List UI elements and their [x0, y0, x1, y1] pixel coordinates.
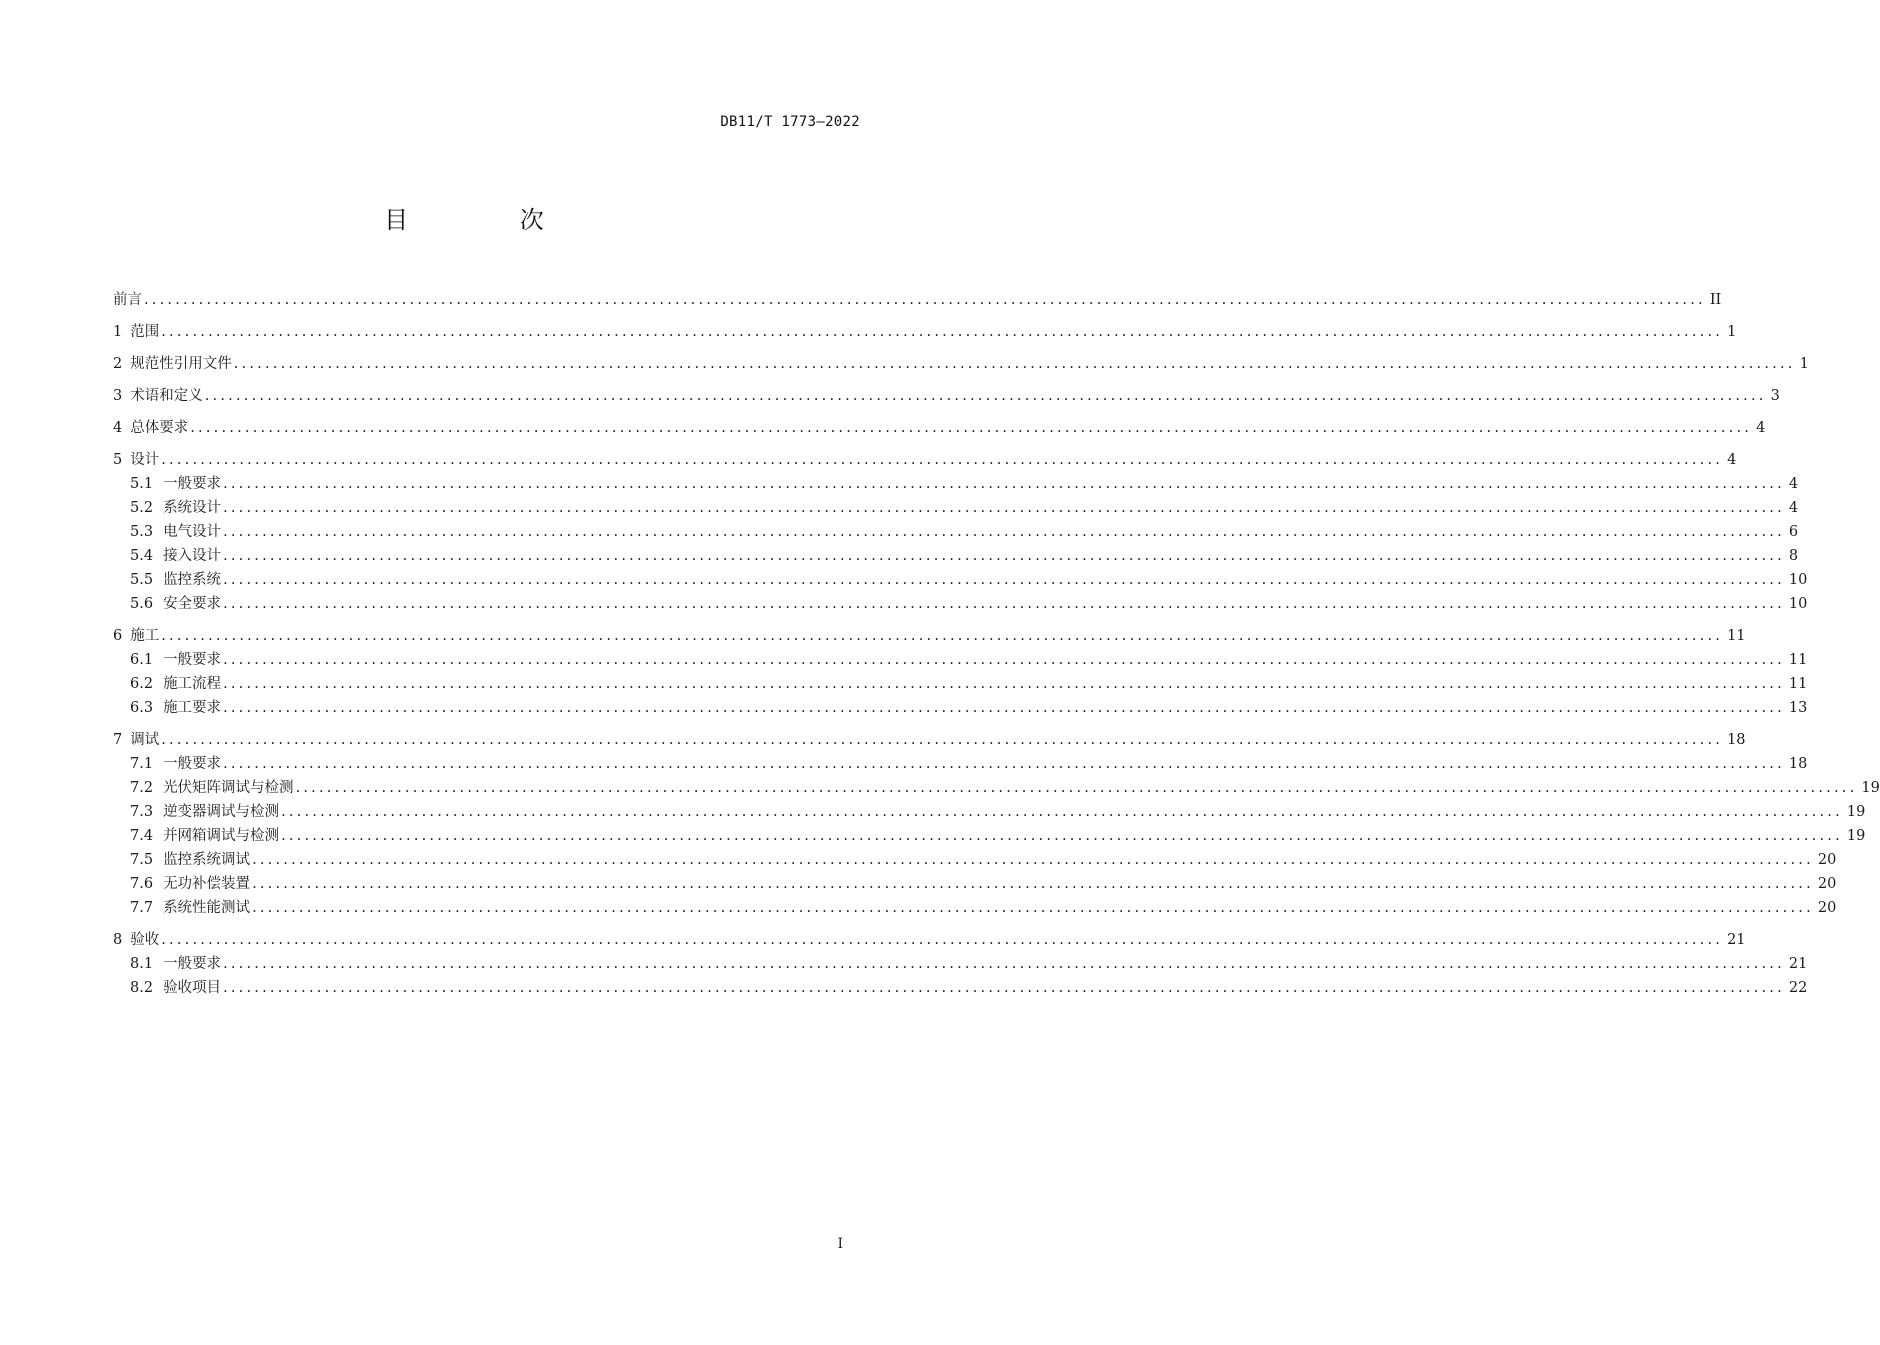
dot-leader: ........................................................................................................................................................................................................	[281, 828, 1843, 844]
dot-leader: ........................................................................................................................................................................................................	[223, 700, 1785, 716]
toc-entry-number: 8	[113, 932, 123, 948]
dot-leader: ........................................................................................................................................................................................................	[204, 388, 1767, 404]
toc-entry-title: 验收	[130, 932, 160, 948]
toc-entry[interactable]	[113, 472, 1799, 496]
dot-leader: ........................................................................................................................................................................................................	[223, 956, 1785, 972]
toc-entry-label	[130, 544, 221, 568]
toc-entry-label	[113, 416, 188, 440]
toc-entry-label	[130, 776, 294, 800]
dot-leader: ........................................................................................................................................................................................................	[190, 420, 1753, 436]
toc-entry-label	[130, 520, 221, 544]
toc-entry-page: 18	[1727, 732, 1746, 748]
toc-entry-page: 19	[1846, 828, 1866, 844]
dot-leader: ........................................................................................................................................................................................................	[223, 980, 1785, 996]
table-of-contents	[113, 288, 1880, 1000]
toc-entry-number: 5.1	[130, 476, 154, 492]
dot-leader: ........................................................................................................................................................................................................	[233, 356, 1796, 372]
toc-entry-page: 20	[1817, 876, 1837, 892]
toc-entry-label	[113, 624, 159, 648]
toc-entry-number: 5.3	[130, 524, 154, 540]
toc-entry[interactable]	[113, 928, 1746, 952]
dot-leader: ........................................................................................................................................................................................................	[161, 932, 1724, 948]
toc-entry-label	[113, 352, 232, 376]
toc-entry-number: 7.1	[130, 756, 154, 772]
toc-entry-page: 4	[1788, 500, 1799, 516]
dot-leader: ........................................................................................................................................................................................................	[223, 652, 1785, 668]
dot-leader: ........................................................................................................................................................................................................	[223, 676, 1785, 692]
toc-entry[interactable]	[113, 952, 1808, 976]
toc-entry[interactable]	[113, 776, 1880, 800]
toc-entry-title: 一般要求	[163, 652, 222, 668]
dot-leader: ........................................................................................................................................................................................................	[223, 572, 1785, 588]
toc-entry-title: 施工流程	[163, 676, 222, 692]
toc-entry-title: 一般要求	[163, 956, 222, 972]
toc-entry-label	[130, 824, 279, 848]
toc-entry-number: 7.5	[130, 852, 154, 868]
toc-entry-label	[113, 320, 159, 344]
toc-entry-title: 范围	[130, 324, 160, 340]
toc-entry-number: 7.2	[130, 780, 154, 796]
toc-entry-title: 验收项目	[163, 980, 222, 996]
toc-entry[interactable]	[113, 896, 1837, 920]
toc-entry-label	[130, 976, 221, 1000]
document-code: DB11/T 1773—2022	[720, 114, 860, 130]
dot-leader: ........................................................................................................................................................................................................	[223, 548, 1785, 564]
dot-leader: ........................................................................................................................................................................................................	[295, 780, 1858, 796]
dot-leader: ........................................................................................................................................................................................................	[161, 452, 1724, 468]
toc-entry-title: 术语和定义	[130, 388, 203, 404]
dot-leader: ........................................................................................................................................................................................................	[223, 524, 1785, 540]
toc-entry[interactable]	[113, 672, 1808, 696]
toc-entry-title: 逆变器调试与检测	[163, 804, 280, 820]
toc-entry-number: 6.3	[130, 700, 154, 716]
toc-entry-label	[113, 448, 159, 472]
toc-entry[interactable]	[113, 696, 1808, 720]
toc-entry-page: 4	[1788, 476, 1799, 492]
toc-entry-title: 光伏矩阵调试与检测	[163, 780, 294, 796]
toc-entry[interactable]	[113, 544, 1799, 568]
toc-entry-label	[130, 592, 221, 616]
page-number: I	[837, 1236, 843, 1252]
toc-entry-page: 8	[1788, 548, 1799, 564]
toc-entry-number: 7.7	[130, 900, 154, 916]
toc-entry-number: 7.3	[130, 804, 154, 820]
toc-entry-title: 施工要求	[163, 700, 222, 716]
toc-entry-page: 4	[1756, 420, 1766, 436]
toc-entry[interactable]	[113, 624, 1746, 648]
dot-leader: ........................................................................................................................................................................................................	[144, 292, 1706, 308]
toc-entry[interactable]	[113, 976, 1808, 1000]
toc-entry-number: 8.2	[130, 980, 154, 996]
toc-entry-label	[113, 728, 159, 752]
toc-entry-label	[130, 696, 221, 720]
toc-entry[interactable]	[113, 448, 1737, 472]
toc-entry-number: 7	[113, 732, 123, 748]
toc-entry[interactable]	[113, 848, 1837, 872]
toc-entry-page: 11	[1788, 676, 1808, 692]
toc-entry-title: 一般要求	[163, 756, 222, 772]
dot-leader: ........................................................................................................................................................................................................	[161, 628, 1724, 644]
toc-entry[interactable]	[113, 496, 1799, 520]
toc-entry-page: II	[1709, 292, 1722, 308]
toc-entry-label	[130, 672, 221, 696]
toc-entry-title: 前言	[113, 292, 142, 308]
toc-entry[interactable]	[113, 752, 1808, 776]
toc-entry-title: 施工	[130, 628, 160, 644]
toc-entry-page: 1	[1799, 356, 1809, 372]
toc-entry-page: 20	[1817, 900, 1837, 916]
toc-entry-page: 18	[1788, 756, 1808, 772]
toc-entry-number: 5.2	[130, 500, 154, 516]
dot-leader: ........................................................................................................................................................................................................	[223, 476, 1785, 492]
toc-entry-title: 调试	[130, 732, 160, 748]
toc-entry[interactable]	[113, 384, 1780, 408]
toc-entry-number: 6.1	[130, 652, 154, 668]
toc-entry-number: 1	[113, 324, 123, 340]
dot-leader: ........................................................................................................................................................................................................	[223, 596, 1785, 612]
toc-entry-label	[130, 896, 250, 920]
toc-entry-number: 5.5	[130, 572, 154, 588]
toc-entry-page: 3	[1770, 388, 1780, 404]
toc-entry-number: 5	[113, 452, 123, 468]
dot-leader: ........................................................................................................................................................................................................	[252, 852, 1814, 868]
dot-leader: ........................................................................................................................................................................................................	[161, 732, 1724, 748]
toc-entry-title: 设计	[130, 452, 160, 468]
toc-entry[interactable]	[113, 320, 1737, 344]
toc-entry-label	[130, 952, 221, 976]
toc-entry-title: 接入设计	[163, 548, 222, 564]
toc-entry-page: 21	[1788, 956, 1808, 972]
toc-entry-page: 19	[1846, 804, 1866, 820]
toc-entry-number: 7.6	[130, 876, 154, 892]
toc-entry-page: 20	[1817, 852, 1837, 868]
toc-entry-label	[113, 928, 159, 952]
toc-entry-label	[130, 800, 279, 824]
page-title: 目 次	[384, 206, 596, 234]
toc-entry-label	[130, 752, 221, 776]
dot-leader: ........................................................................................................................................................................................................	[223, 500, 1785, 516]
toc-entry-number: 5.4	[130, 548, 154, 564]
toc-entry-label	[130, 648, 221, 672]
toc-entry[interactable]	[113, 568, 1808, 592]
toc-entry-label	[130, 568, 221, 592]
dot-leader: ........................................................................................................................................................................................................	[252, 900, 1814, 916]
dot-leader: ........................................................................................................................................................................................................	[281, 804, 1843, 820]
toc-entry[interactable]	[113, 592, 1808, 616]
toc-entry-page: 11	[1788, 652, 1808, 668]
toc-entry-title: 系统设计	[163, 500, 222, 516]
toc-entry-number: 6	[113, 628, 123, 644]
toc-entry-label	[113, 288, 142, 312]
toc-entry-page: 6	[1788, 524, 1799, 540]
toc-entry-page: 19	[1861, 780, 1880, 796]
toc-entry[interactable]	[113, 648, 1808, 672]
toc-entry-page: 10	[1788, 572, 1808, 588]
toc-entry-number: 4	[113, 420, 123, 436]
toc-entry-title: 监控系统	[163, 572, 222, 588]
toc-entry-number: 2	[113, 356, 123, 372]
toc-entry-page: 13	[1788, 700, 1808, 716]
toc-entry-title: 系统性能测试	[163, 900, 251, 916]
toc-entry-title: 无功补偿装置	[163, 876, 251, 892]
toc-entry-number: 7.4	[130, 828, 154, 844]
toc-entry[interactable]	[113, 288, 1722, 312]
toc-entry-page: 22	[1788, 980, 1808, 996]
toc-entry-number: 5.6	[130, 596, 154, 612]
toc-entry-page: 1	[1727, 324, 1737, 340]
dot-leader: ........................................................................................................................................................................................................	[223, 756, 1785, 772]
toc-entry[interactable]	[113, 416, 1766, 440]
toc-entry-number: 8.1	[130, 956, 154, 972]
toc-entry[interactable]	[113, 728, 1746, 752]
toc-entry-title: 总体要求	[130, 420, 189, 436]
toc-entry[interactable]	[113, 872, 1837, 896]
toc-entry[interactable]	[113, 520, 1799, 544]
toc-entry-page: 21	[1727, 932, 1746, 948]
toc-entry-label	[130, 848, 250, 872]
toc-entry-title: 电气设计	[163, 524, 222, 540]
toc-entry-title: 一般要求	[163, 476, 222, 492]
toc-entry-page: 4	[1727, 452, 1737, 468]
toc-entry-title: 监控系统调试	[163, 852, 251, 868]
toc-entry[interactable]	[113, 824, 1866, 848]
toc-entry[interactable]	[113, 352, 1809, 376]
toc-entry-label	[130, 496, 221, 520]
toc-entry-title: 并网箱调试与检测	[163, 828, 280, 844]
dot-leader: ........................................................................................................................................................................................................	[161, 324, 1724, 340]
dot-leader: ........................................................................................................................................................................................................	[252, 876, 1814, 892]
toc-entry-number: 3	[113, 388, 123, 404]
toc-entry-title: 规范性引用文件	[130, 356, 232, 372]
toc-entry-title: 安全要求	[163, 596, 222, 612]
toc-entry-number: 6.2	[130, 676, 154, 692]
toc-entry-label	[130, 472, 221, 496]
toc-entry-label	[130, 872, 250, 896]
toc-entry[interactable]	[113, 800, 1866, 824]
toc-entry-label	[113, 384, 203, 408]
toc-entry-page: 11	[1727, 628, 1746, 644]
toc-entry-page: 10	[1788, 596, 1808, 612]
